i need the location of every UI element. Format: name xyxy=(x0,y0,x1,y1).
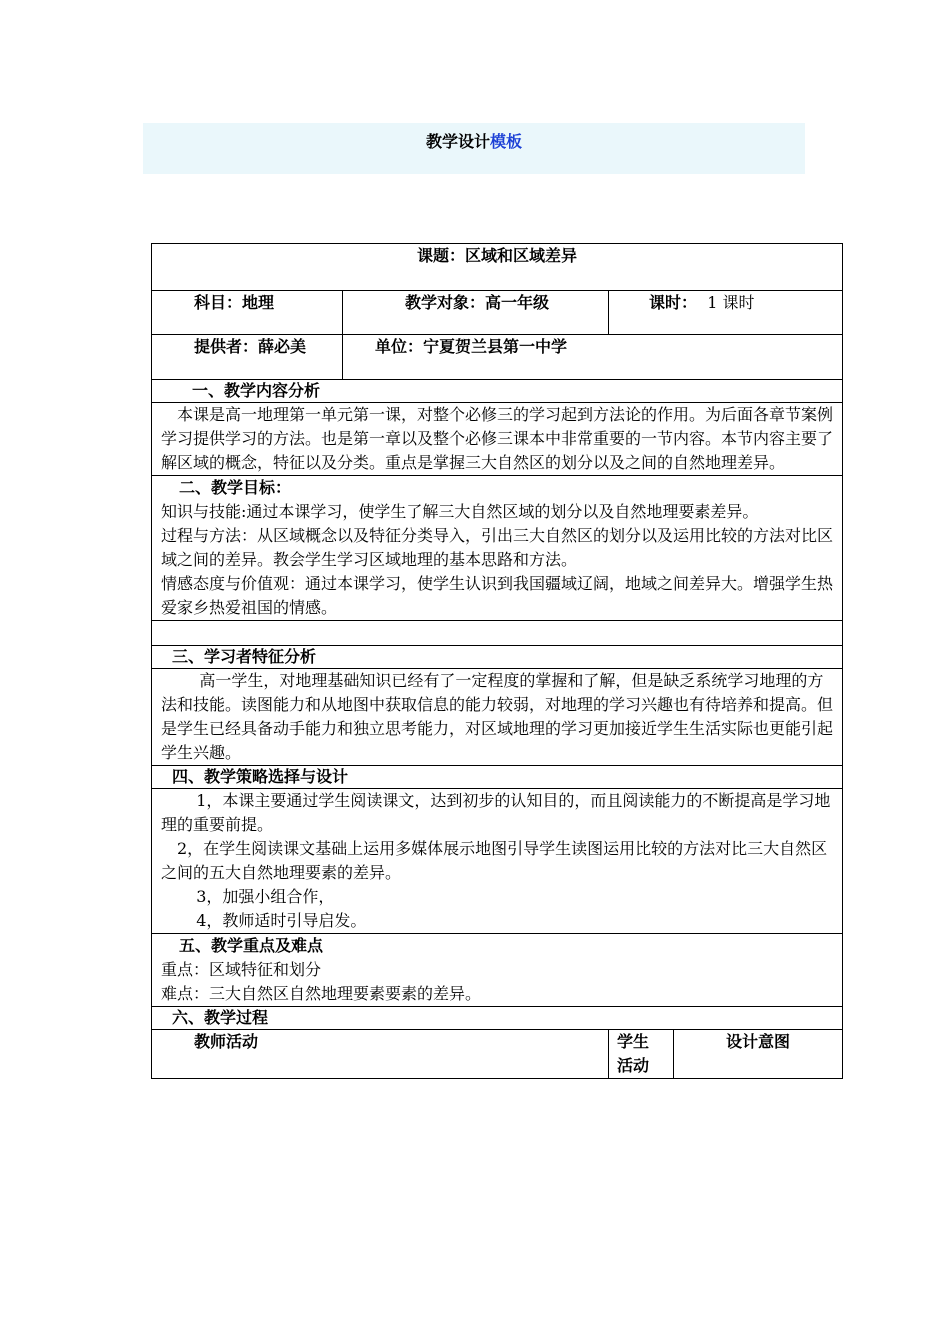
provider-cell: 提供者：薛必美 xyxy=(152,335,343,380)
learners-cell xyxy=(152,669,843,766)
learners-title: 三、学习者特征分析 xyxy=(152,646,843,669)
goals-row xyxy=(152,476,843,621)
topic-row xyxy=(152,244,843,291)
content-analysis-head-row xyxy=(152,380,843,403)
key-points-cell xyxy=(152,934,843,1007)
document-title-band xyxy=(143,123,805,174)
strategy-head-row xyxy=(152,766,843,789)
audience-cell: 教学对象：高一年级 xyxy=(343,291,609,335)
unit-cell: 单位：宁夏贺兰县第一中学 xyxy=(343,335,843,380)
lesson-plan-table xyxy=(151,243,843,1079)
hours-cell xyxy=(609,291,843,335)
document-title xyxy=(143,129,805,152)
topic-cell: 课题：区域和区域差异 xyxy=(152,244,843,291)
content-analysis-body-row xyxy=(152,403,843,476)
spacer-row xyxy=(152,621,843,646)
goals-title: 二、教学目标： xyxy=(179,478,292,497)
strategy-item-2: 2，在学生阅读课文基础上运用多媒体展示地图引导学生读图运用比较的方法对比三大自然区之间的五大自然地理要素的差异。 xyxy=(161,839,828,882)
design-intent-header: 设计意图 xyxy=(674,1030,843,1079)
key-points-title: 五、教学重点及难点 xyxy=(179,936,324,955)
learners-body: 高一学生，对地理基础知识已经有了一定程度的掌握和了解，但是缺乏系统学习地理的方法和技能。读图能力和从地图中获取信息的能力较弱，对地理的学习兴趣也有待培养和提高。但是学生已经具备动手能力和独立思考能力，对区域地理的学习更加接近学生生活实际也更能引起学生兴趣。 xyxy=(161,671,834,762)
strategy-item-4: 4，教师适时引导启发。 xyxy=(196,911,367,930)
strategy-item-1: 1，本课主要通过学生阅读课文，达到初步的认知目的，而且阅读能力的不断提高是学习地理的重要前提。 xyxy=(161,791,831,834)
learners-body-row xyxy=(152,669,843,766)
hours-label: 课时： xyxy=(649,293,698,312)
strategy-cell xyxy=(152,789,843,934)
strategy-body-row xyxy=(152,789,843,934)
goals-cell xyxy=(152,476,843,621)
subject-cell: 科目：地理 xyxy=(152,291,343,335)
content-analysis-body: 本课是高一地理第一单元第一课，对整个必修三的学习起到方法论的作用。为后面各章节案例学习提供学习的方法。也是第一章以及整个必修三课本中非常重要的一节内容。本节内容主要了解区域的概念，特征以及分类。重点是掌握三大自然区的划分以及之间的自然地理差异。 xyxy=(161,405,834,472)
document-title-accent: 模板 xyxy=(490,132,523,151)
learners-head-row xyxy=(152,646,843,669)
process-columns-row xyxy=(152,1030,843,1079)
strategy-title: 四、教学策略选择与设计 xyxy=(152,766,843,789)
provider-row xyxy=(152,335,843,380)
document-title-main: 教学设计 xyxy=(425,132,490,151)
hours-value: 1 课时 xyxy=(707,293,755,312)
spacer-cell xyxy=(152,621,843,646)
meta-row xyxy=(152,291,843,335)
difficult-point: 难点：三大自然区自然地理要素要素的差异。 xyxy=(161,984,482,1003)
teacher-activity-header: 教师活动 xyxy=(152,1030,609,1079)
goals-emotion: 情感态度与价值观：通过本课学习，使学生认识到我国疆域辽阔，地域之间差异大。增强学生热爱家乡热爱祖国的情感。 xyxy=(161,574,834,617)
student-activity-header: 学生活动 xyxy=(609,1030,674,1079)
content-analysis-title: 一、教学内容分析 xyxy=(152,380,843,403)
goals-knowledge: 知识与技能:通过本课学习，使学生了解三大自然区域的划分以及自然地理要素差异。 xyxy=(161,502,759,521)
content-analysis-cell xyxy=(152,403,843,476)
key-points-row xyxy=(152,934,843,1007)
key-point: 重点：区域特征和划分 xyxy=(161,960,322,979)
process-head-row xyxy=(152,1007,843,1030)
goals-process: 过程与方法：从区域概念以及特征分类导入，引出三大自然区的划分以及运用比较的方法对比区域之间的差异。教会学生学习区域地理的基本思路和方法。 xyxy=(161,526,834,569)
process-title: 六、教学过程 xyxy=(152,1007,843,1030)
strategy-item-3: 3，加强小组合作， xyxy=(196,887,335,906)
